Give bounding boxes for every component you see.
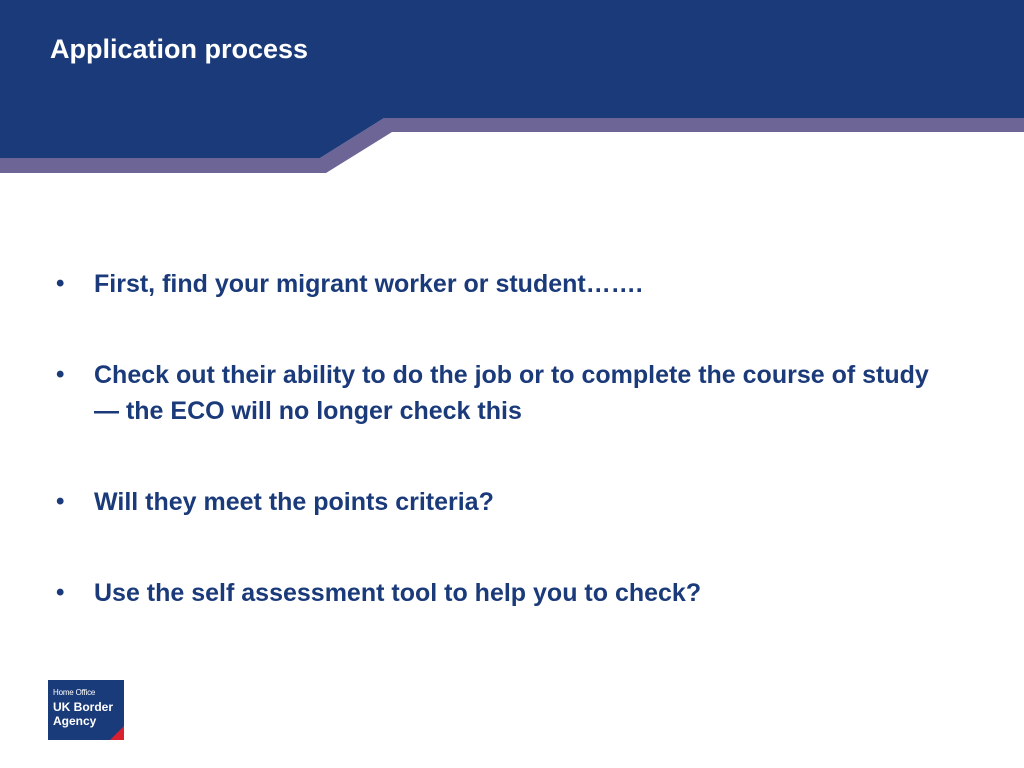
bullet-text: Check out their ability to do the job or to complete the course of study — the ECO will no longer check this xyxy=(94,361,929,425)
header-navy-block xyxy=(0,0,1024,158)
slide-title: Application process xyxy=(50,34,309,64)
logo-red-corner xyxy=(110,726,124,740)
bullet-marker: • xyxy=(56,270,65,297)
bullet-item-4 xyxy=(56,575,936,611)
bullet-item-2 xyxy=(56,357,936,429)
uk-border-agency-logo xyxy=(48,680,124,740)
logo-home-office-text: Home Office xyxy=(53,688,96,697)
bullet-item-1 xyxy=(56,266,936,302)
bullet-marker: • xyxy=(56,579,65,606)
bullet-marker: • xyxy=(56,361,65,388)
bullet-marker: • xyxy=(56,488,65,515)
logo-line-1: UK Border xyxy=(53,700,114,714)
bullet-text: Will they meet the points criteria? xyxy=(94,488,494,516)
logo-line-2: Agency xyxy=(53,714,97,728)
bullet-text: Use the self assessment tool to help you to check? xyxy=(94,579,702,607)
bullet-text: First, find your migrant worker or student……. xyxy=(94,270,643,298)
header-banner xyxy=(0,0,1024,175)
bullet-item-3 xyxy=(56,484,936,520)
